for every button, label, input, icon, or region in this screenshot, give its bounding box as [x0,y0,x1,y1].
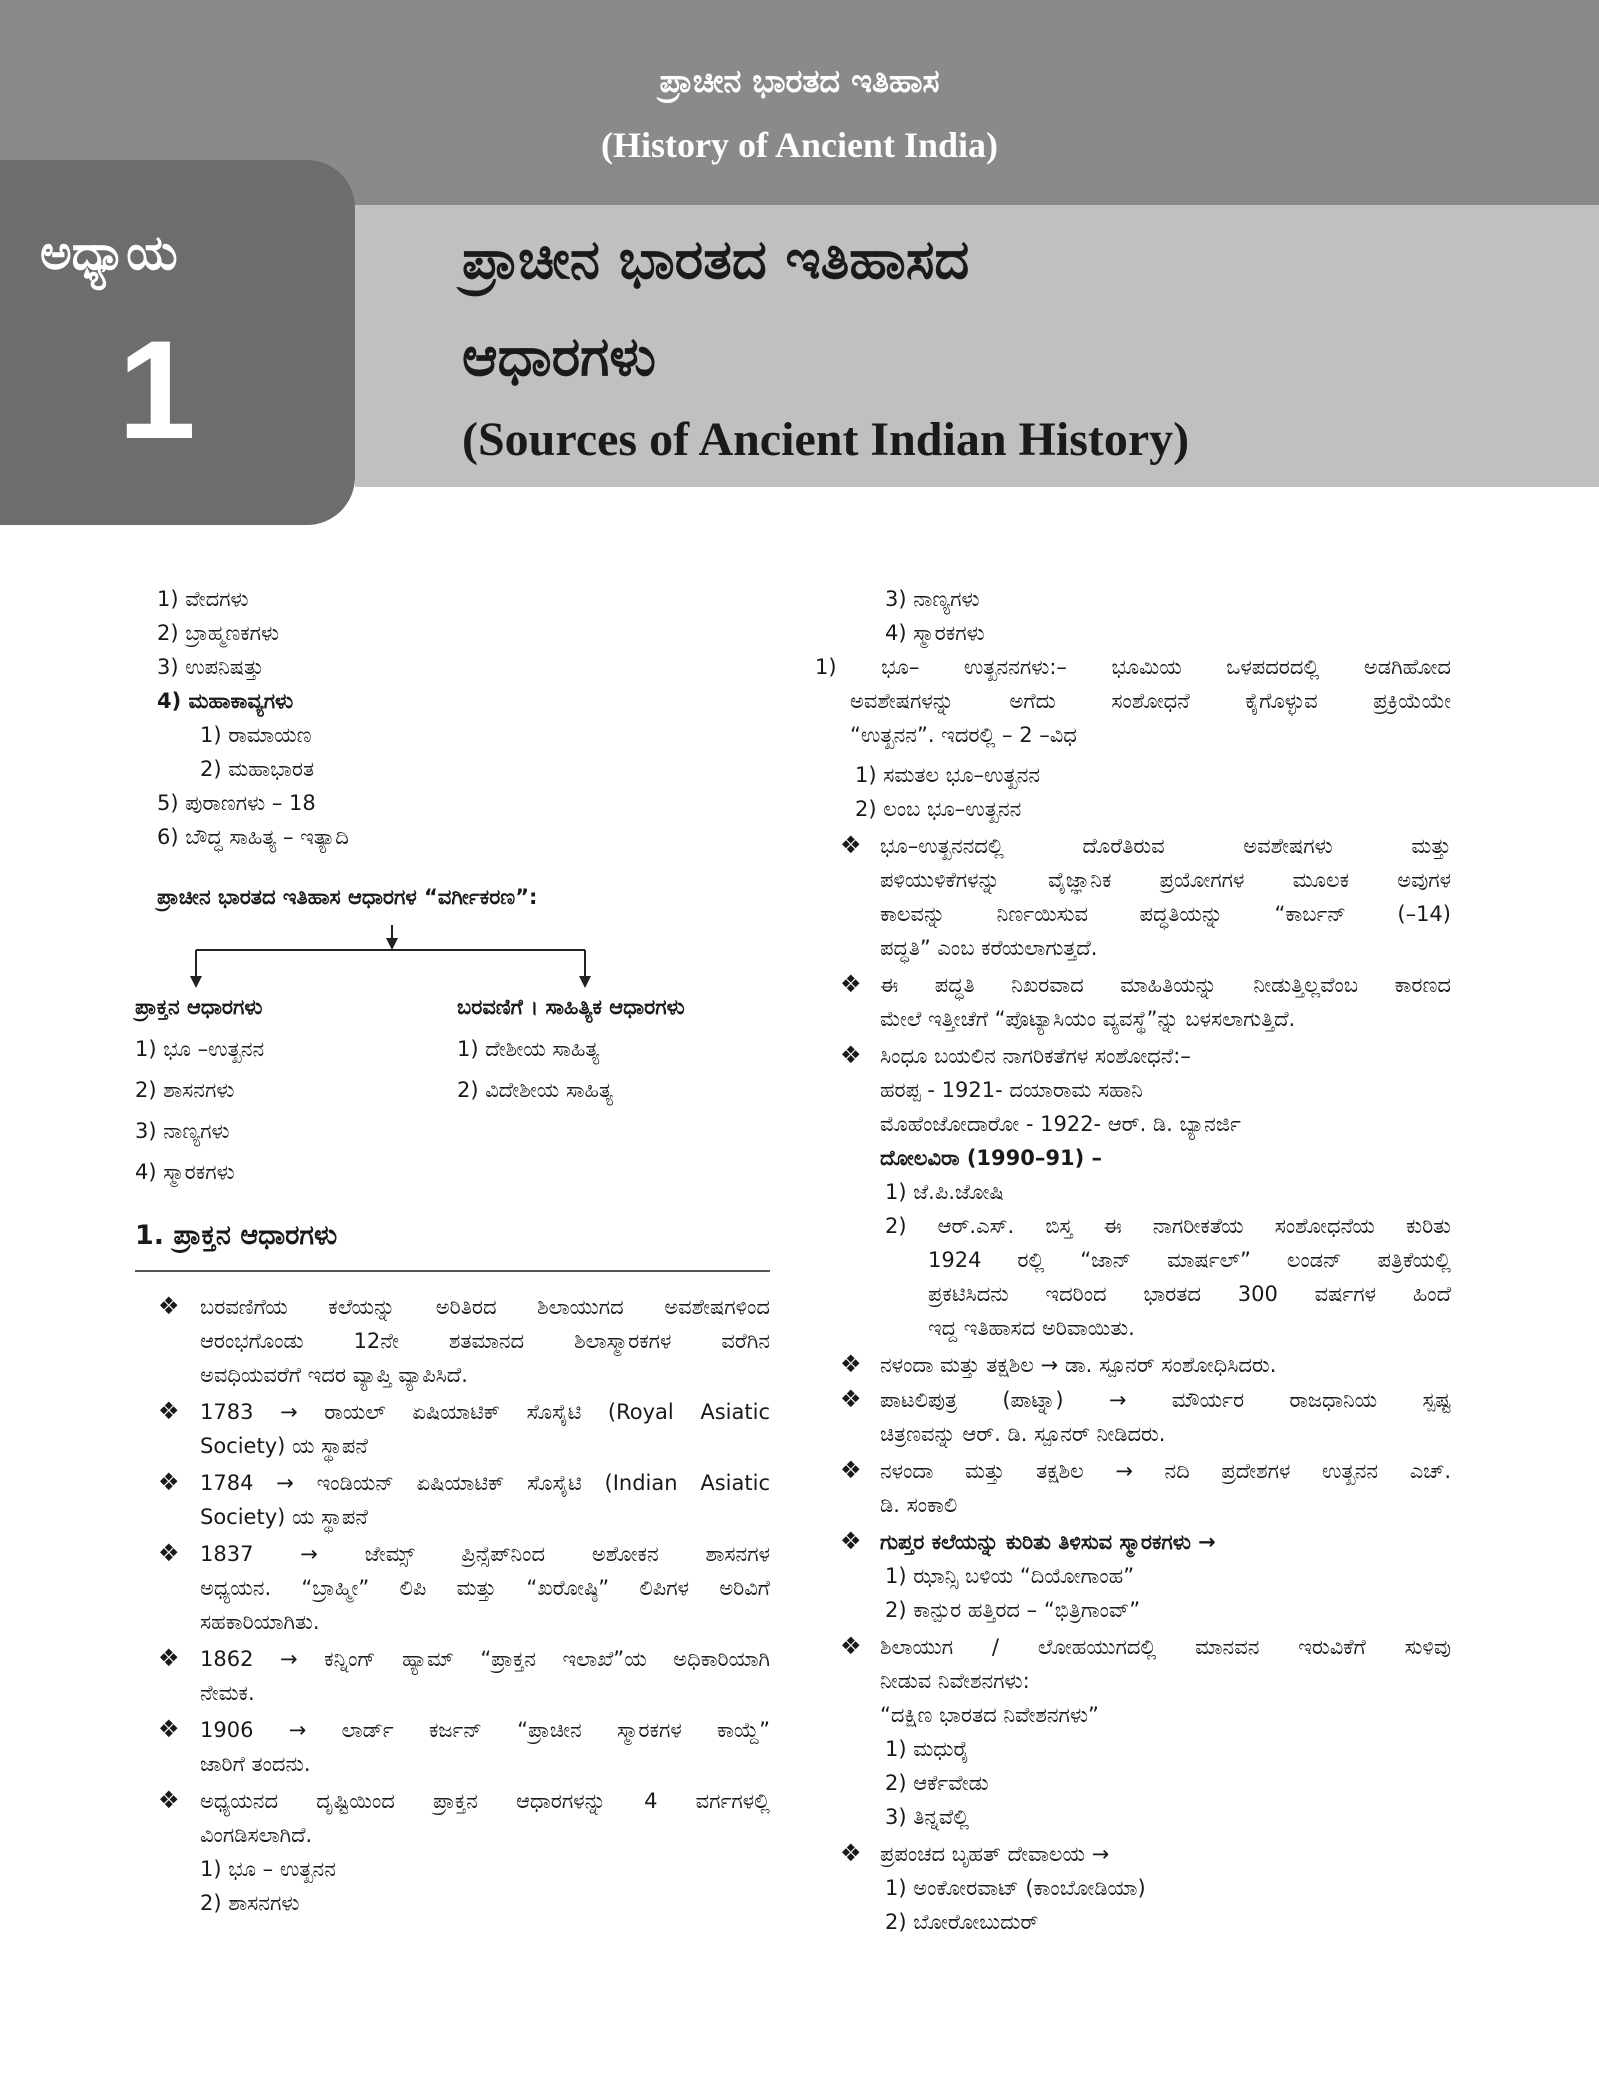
body-line: ಅವಧಿಯವರೆಗೆ ಇದರ ವ್ಯಾಪ್ತಿ ವ್ಯಾಪಿಸಿದೆ. [200,1363,468,1387]
body-line: ಅಧ್ಯಯನದ ದೃಷ್ಟಿಯಿಂದ ಪ್ರಾಕ್ತನ ಆಧಾರಗಳನ್ನು 4 ವರ್ಗಗಳಲ್ಲಿ [200,1789,770,1813]
body-line: ಇದ್ದ ಇತಿಹಾಸದ ಅರಿವಾಯಿತು. [928,1316,1135,1340]
subject-title-english: (History of Ancient India) [600,125,998,165]
branch-title-archaeological: ಪ್ರಾಕ್ತನ ಆಧಾರಗಳು [135,995,263,1019]
body-line: 1784 → ಇಂಡಿಯನ್ ಏಷಿಯಾಟಿಕ್ ಸೊಸೈಟಿ (Indian Asiatic [200,1471,770,1495]
branch-item: 3) ನಾಣ್ಯಗಳು [135,1119,230,1143]
body-line: 2) ಕಾನ್ಪುರ ಹತ್ತಿರದ – “ಭಿತ್ರಿಗಾಂವ್” [885,1598,1141,1622]
source-item: 5) ಪುರಾಣಗಳು – 18 [157,791,316,815]
branch-title-literary: ಬರವಣಿಗೆ । ಸಾಹಿತ್ಯಿಕ ಆಧಾರಗಳು [457,995,685,1019]
body-line: 1906 → ಲಾರ್ಡ್ ಕರ್ಜನ್ “ಪ್ರಾಚೀನ ಸ್ಮಾರಕಗಳ ಕಾಯ್ದೆ” [200,1718,770,1742]
body-line: 3) ನಾಣ್ಯಗಳು [885,587,980,611]
body-line: 2) ಬೋರೋಬುದುರ್ [885,1910,1039,1934]
body-line: ಸಿಂಧೂ ಬಯಲಿನ ನಾಗರಿಕತೆಗಳ ಸಂಶೋಧನೆ:– [880,1044,1191,1068]
bullet-icon: ❖ [840,1385,862,1413]
body-line: ಸಹಕಾರಿಯಾಗಿತು. [200,1610,320,1634]
body-line: “ಉತ್ಖನನ”. ಇದರಲ್ಲಿ – 2 –ವಿಧ [850,723,1077,747]
body-line: 3) ತಿನ್ನವೆಲ್ಲಿ [885,1805,970,1829]
bullet-icon: ❖ [840,1632,862,1660]
chapter-number: 1 [118,311,196,468]
bullet-icon: ❖ [158,1292,180,1320]
body-line: 1862 → ಕನ್ನಿಂಗ್ ಹ್ಯಾಮ್ “ಪ್ರಾಕ್ತನ ಇಲಾಖೆ”ಯ ಅಧಿಕಾರಿಯಾಗಿ [200,1647,770,1671]
body-line: 2) ಶಾಸನಗಳು [200,1891,300,1915]
body-line: Society) ಯ ಸ್ಥಾಪನೆ [200,1434,368,1458]
body-line: 1) ಭೂ – ಉತ್ಖನನ [200,1857,336,1881]
bullet-icon: ❖ [840,831,862,859]
body-line: ವಿಂಗಡಿಸಲಾಗಿದೆ. [200,1823,313,1847]
body-line: ಅಧ್ಯಯನ. “ಬ್ರಾಹ್ಮೀ” ಲಿಪಿ ಮತ್ತು “ಖರೋಷ್ಠಿ” ಲಿಪಿಗಳ ಅರಿವಿಗೆ [200,1576,770,1600]
body-line: 2) ಆರ್.ಎಸ್. ಬಿಸ್ತ ಈ ನಾಗರೀಕತೆಯ ಸಂಶೋಧನೆಯ ಕುರಿತು [885,1214,1451,1238]
body-line: ಅವಶೇಷಗಳನ್ನು ಅಗೆದು ಸಂಶೋಧನೆ ಕೈಗೊಳ್ಳುವ ಪ್ರಕ್ರಿಯೆಯೇ [850,689,1451,713]
body-line: ಮೇಲೆ ಇತ್ತೀಚೆಗೆ “ಪೊಟ್ಯಾಸಿಯಂ ವ್ಯವಸ್ಥೆ”ನ್ನು ಬಳಸಲಾಗುತ್ತಿದೆ. [880,1007,1296,1031]
body-line: ನಳಂದಾ ಮತ್ತು ತಕ್ಷಶಿಲ → ನದಿ ಪ್ರದೇಶಗಳ ಉತ್ಖನನ ಎಚ್. [880,1459,1451,1483]
subject-title-kannada: ಪ್ರಾಚೀನ ಭಾರತದ ಇತಿಹಾಸ [659,62,940,100]
body-line: 1) ಅಂಕೋರವಾಟ್ (ಕಾಂಬೋಡಿಯಾ) [885,1876,1146,1900]
branch-item: 1) ಭೂ –ಉತ್ಖನನ [135,1037,265,1061]
body-line: ಡಿ. ಸಂಕಾಲಿ [880,1493,958,1517]
bullet-icon: ❖ [840,1350,862,1378]
bullet-icon: ❖ [158,1539,180,1567]
body-line: ನಳಂದಾ ಮತ್ತು ತಕ್ಷಶಿಲ → ಡಾ. ಸ್ಪೂನರ್ ಸಂಶೋಧಿಸಿದರು. [880,1353,1277,1377]
body-line: ಶಿಲಾಯುಗ / ಲೋಹಯುಗದಲ್ಲಿ ಮಾನವನ ಇರುವಿಕೆಗೆ ಸುಳಿವು [880,1635,1451,1659]
body-line: ಪಾಟಲಿಪುತ್ರ (ಪಾಟ್ನಾ) → ಮೌರ್ಯರ ರಾಜಧಾನಿಯ ಸ್ಪಷ್ಟ [880,1388,1451,1412]
source-item: 6) ಬೌದ್ಧ ಸಾಹಿತ್ಯ – ಇತ್ಯಾದಿ [157,825,349,849]
branch-item: 2) ವಿದೇಶೀಯ ಸಾಹಿತ್ಯ [457,1078,613,1102]
body-line: ಪದ್ಧತಿ” ಎಂಬ ಕರೆಯಲಾಗುತ್ತದೆ. [880,936,1098,960]
bullet-icon: ❖ [158,1468,180,1496]
bullet-icon: ❖ [840,1456,862,1484]
body-line: ಕಾಲವನ್ನು ನಿರ್ಣಯಿಸುವ ಪದ್ಧತಿಯನ್ನು “ಕಾರ್ಬನ್ (–14) [880,902,1451,926]
body-line: 1837 → ಜೇಮ್ಸ್ ಪ್ರಿನ್ಸೆಪ್‌ನಿಂದ ಅಶೋಕನ ಶಾಸನಗಳ [200,1542,770,1566]
body-line: ದೋಲವಿರಾ (1990–91) – [880,1146,1103,1170]
body-line: ಈ ಪದ್ಧತಿ ನಿಖರವಾದ ಮಾಹಿತಿಯನ್ನು ನೀಡುತ್ತಿಲ್ಲವೆಂಬ ಕಾರಣದ [880,973,1451,997]
bullet-icon: ❖ [158,1786,180,1814]
chapter-title-line2: ಆಧಾರಗಳು [462,325,656,388]
body-line: ಜಾರಿಗೆ ತಂದನು. [200,1752,311,1776]
body-line: 1) ಮಧುರೈ [885,1737,969,1761]
bullet-icon: ❖ [840,970,862,998]
body-line: ಪಳಿಯುಳಿಕೆಗಳನ್ನು ವೈಜ್ಞಾನಿಕ ಪ್ರಯೋಗಗಳ ಮೂಲಕ ಅವುಗಳ [880,868,1451,892]
body-line: Society) ಯ ಸ್ಥಾಪನೆ [200,1505,368,1529]
body-line: “ದಕ್ಷಿಣ ಭಾರತದ ನಿವೇಶನಗಳು” [880,1703,1099,1727]
body-line: ಬರವಣಿಗೆಯ ಕಲೆಯನ್ನು ಅರಿತಿರದ ಶಿಲಾಯುಗದ ಅವಶೇಷಗಳಿಂದ [200,1295,770,1319]
body-line: ಪ್ರಕಟಿಸಿದನು ಇದರಿಂದ ಭಾರತದ 300 ವರ್ಷಗಳ ಹಿಂದೆ [928,1282,1451,1306]
source-subitem: 2) ಮಹಾಭಾರತ [200,757,315,781]
source-item: 4) ಮಹಾಕಾವ್ಯಗಳು [157,689,294,713]
bullet-icon: ❖ [840,1527,862,1555]
body-line: 1) ಸಮತಲ ಭೂ–ಉತ್ಖನನ [855,763,1041,787]
body-line: ಆರಂಭಗೊಂಡು 12ನೇ ಶತಮಾನದ ಶಿಲಾಸ್ಮಾರಕಗಳ ವರೆಗಿನ [200,1329,770,1353]
body-line: ಹರಪ್ಪ - 1921- ದಯಾರಾಮ ಸಹಾನಿ [880,1078,1143,1102]
bullet-icon: ❖ [158,1397,180,1425]
section-underline [135,1270,770,1272]
source-item: 1) ವೇದಗಳು [157,587,249,611]
body-line: ಚಿತ್ರಣವನ್ನು ಆರ್. ಡಿ. ಸ್ಪೂನರ್ ನೀಡಿದರು. [880,1422,1166,1446]
body-line: 1) ಜೆ.ಪಿ.ಜೋಷಿ [885,1180,1004,1204]
chapter-title-line1: ಪ್ರಾಚೀನ ಭಾರತದ ಇತಿಹಾಸದ [462,228,970,291]
body-line: ನೀಡುವ ನಿವೇಶನಗಳು: [880,1669,1030,1693]
source-subitem: 1) ರಾಮಾಯಣ [200,723,312,747]
bullet-icon: ❖ [158,1715,180,1743]
bullet-icon: ❖ [840,1839,862,1867]
branch-item: 2) ಶಾಸನಗಳು [135,1078,235,1102]
body-line: 4) ಸ್ಮಾರಕಗಳು [885,621,985,645]
branch-item: 1) ದೇಶೀಯ ಸಾಹಿತ್ಯ [457,1037,600,1061]
body-line: 2) ಲಂಬ ಭೂ–ಉತ್ಖನನ [855,797,1022,821]
source-item: 2) ಬ್ರಾಹ್ಮಣಕಗಳು [157,621,280,645]
body-line: 1) ಭೂ– ಉತ್ಖನನಗಳು:– ಭೂಮಿಯ ಒಳಪದರದಲ್ಲಿ ಅಡಗಿಹೋದ [815,655,1451,679]
classification-title: ಪ್ರಾಚೀನ ಭಾರತದ ಇತಿಹಾಸ ಆಧಾರಗಳ “ವರ್ಗೀಕರಣ”: [157,885,538,909]
chapter-title-english: (Sources of Ancient Indian History) [462,413,1190,466]
section-heading: 1. ಪ್ರಾಕ್ತನ ಆಧಾರಗಳು [135,1220,338,1251]
body-line: ಗುಪ್ತರ ಕಲೆಯನ್ನು ಕುರಿತು ತಿಳಿಸುವ ಸ್ಮಾರಕಗಳು → [880,1530,1216,1554]
body-line: ಮೊಹೆಂಜೋದಾರೋ - 1922- ಆರ್. ಡಿ. ಬ್ಯಾನರ್ಜಿ [880,1112,1241,1136]
bullet-icon: ❖ [840,1041,862,1069]
body-line: 1924 ರಲ್ಲಿ “ಜಾನ್ ಮಾರ್ಷಲ್” ಲಂಡನ್ ಪತ್ರಿಕೆಯಲ್ಲಿ [928,1248,1451,1272]
source-item: 3) ಉಪನಿಷತ್ತು [157,655,264,679]
chapter-label: ಅಧ್ಯಾಯ [40,225,178,281]
body-line: ನೇಮಕ. [200,1681,255,1705]
body-line: 2) ಆರ್ಕೆವೇಡು [885,1771,989,1795]
body-line: ಭೂ–ಉತ್ಖನನದಲ್ಲಿ ದೊರೆತಿರುವ ಅವಶೇಷಗಳು ಮತ್ತು [880,834,1451,858]
branch-item: 4) ಸ್ಮಾರಕಗಳು [135,1160,235,1184]
body-line: 1) ಝಾನ್ಸಿ ಬಳಿಯ “ದಿಯೋಗಾಂಹ” [885,1564,1135,1588]
body-line: ಪ್ರಪಂಚದ ಬೃಹತ್ ದೇವಾಲಯ → [880,1842,1110,1866]
bullet-icon: ❖ [158,1644,180,1672]
body-line: 1783 → ರಾಯಲ್ ಏಷಿಯಾಟಿಕ್ ಸೊಸೈಟಿ (Royal Asiatic [200,1400,770,1424]
